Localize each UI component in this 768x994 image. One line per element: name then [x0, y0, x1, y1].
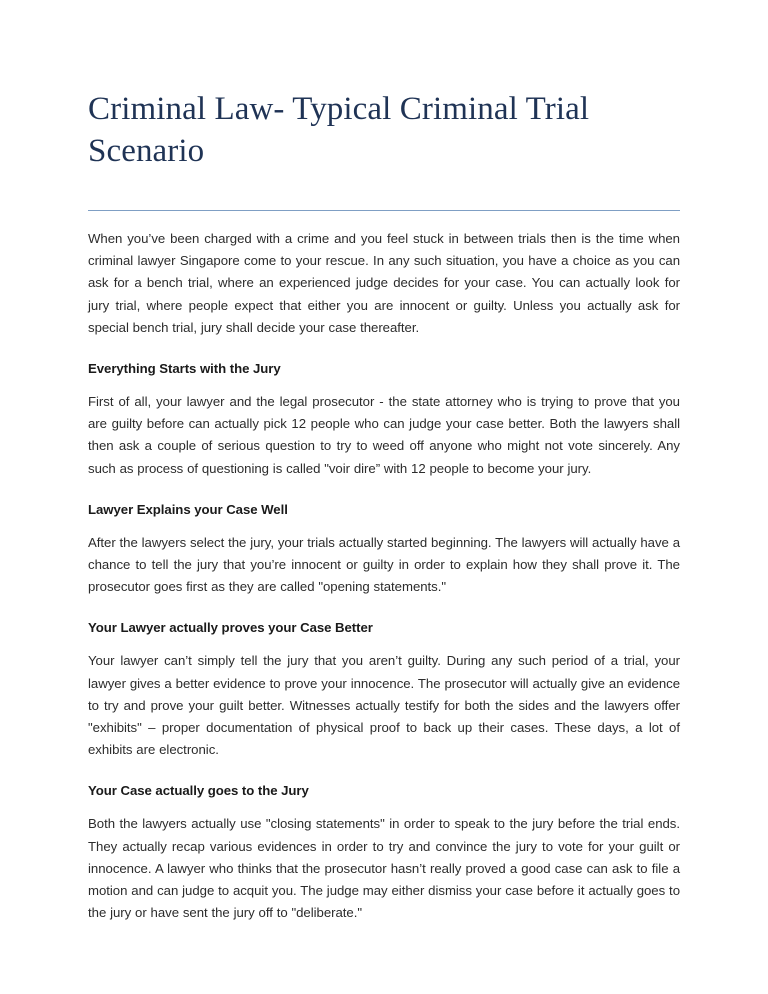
- section-heading-lawyer-explains: Lawyer Explains your Case Well: [88, 501, 288, 517]
- section-paragraph-lawyer-proves: Your lawyer can’t simply tell the jury that you aren’t guilty. During any such period of a trial, your lawyer gives a better evidence to prove your innocence. The prosecutor will actually give an evidence to try and prove your guilt better. Witnesses actually testify for both the sides and the lawyers offer "exhibits" – proper documentation of physical proof to back up their cases. These days, a lot of exhibits are electronic.: [88, 653, 680, 758]
- section-paragraph-jury-start: First of all, your lawyer and the legal prosecutor - the state attorney who is trying to prove that you are guilty before can actually pick 12 people who can judge your case better. Both the lawyers shall then ask a couple of serious question to try to weed off anyone who might not vote sincerely. Any such as process of questioning is called "voir dire” with 12 people to become your jury.: [88, 394, 680, 476]
- section-heading-jury-start: Everything Starts with the Jury: [88, 361, 281, 377]
- section-heading-lawyer-proves: Your Lawyer actually proves your Case Better: [88, 620, 373, 636]
- section-paragraph-lawyer-explains: After the lawyers select the jury, your trials actually started beginning. The lawyers will actually have a chance to tell the jury that you’re innocent or guilty in order to explain how they shall prove it. The prosecutor goes first as they are called "opening statements.": [88, 534, 680, 595]
- document-content-area: [88, 88, 680, 924]
- page-title: Criminal Law- Typical Criminal Trial Scenario: [88, 91, 590, 169]
- section-heading-case-to-jury: Your Case actually goes to the Jury: [88, 783, 309, 799]
- intro-paragraph: When you’ve been charged with a crime and you feel stuck in between trials then is the time when criminal lawyer Singapore come to your rescue. In any such situation, you have a choice as you can ask for a bench trial, where an experienced judge decides for your case. You can actually look for jury trial, where people expect that either you are innocent or guilty. Unless you actually ask for special bench trial, jury shall decide your case thereafter.: [88, 231, 680, 335]
- section-paragraph-case-to-jury: Both the lawyers actually use "closing statements" in order to speak to the jury before the trial ends. They actually recap various evidences in order to try and convince the jury to vote for your guilt or innocence. A lawyer who thinks that the prosecutor hasn’t really proved a good case can ask to file a motion and can judge to acquit you. The judge may either dismiss your case before it actually goes to the jury or have sent the jury off to "deliberate.": [88, 816, 680, 921]
- title-divider: [88, 210, 680, 211]
